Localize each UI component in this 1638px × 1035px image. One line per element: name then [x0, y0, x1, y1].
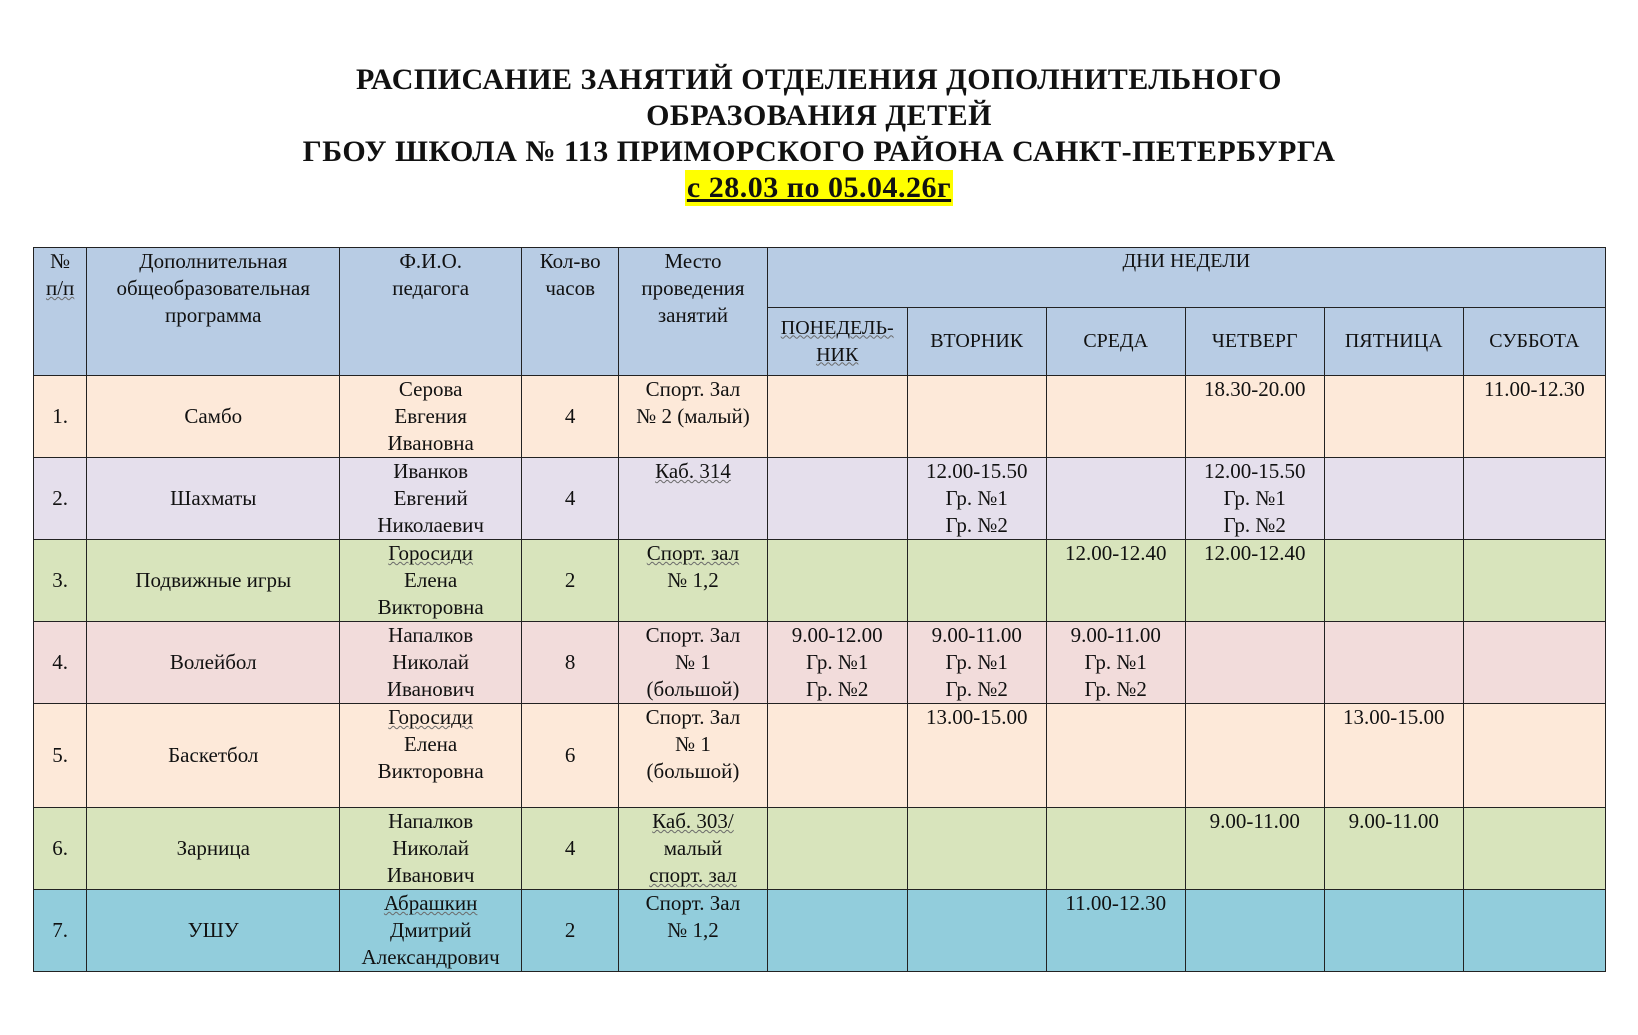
- day-cell-tuesday: [907, 704, 1046, 808]
- row-number: 3.: [34, 540, 87, 622]
- day-cell-saturday: [1463, 704, 1605, 808]
- cell-line: Напалков: [388, 809, 474, 833]
- day-cell-tuesday: [907, 890, 1046, 972]
- cell-line: Каб. 314: [655, 459, 731, 483]
- cell-line: 9.00-11.00: [931, 623, 1022, 647]
- day-cell-tuesday: [907, 458, 1046, 540]
- cell-line: Иванович: [386, 677, 475, 701]
- table-row: [34, 540, 1606, 622]
- program-name: УШУ: [87, 890, 340, 972]
- table-row: [34, 622, 1606, 704]
- cell-line: 18.30-20.00: [1203, 377, 1306, 401]
- day-cell-saturday: [1463, 622, 1605, 704]
- col-header-num: № п/п: [34, 248, 87, 376]
- cell-line: Евгений: [393, 486, 468, 510]
- table-row: [34, 458, 1606, 540]
- day-cell-monday: [767, 890, 907, 972]
- cell-line: Александрович: [361, 945, 500, 969]
- place-cell: [619, 376, 767, 458]
- day-cell-monday: [767, 622, 907, 704]
- day-cell-saturday: [1463, 540, 1605, 622]
- program-name: Баскетбол: [87, 704, 340, 808]
- cell-line: Серова: [398, 377, 463, 401]
- day-cell-friday: [1324, 376, 1463, 458]
- schedule-table: [33, 247, 1606, 972]
- cell-line: Викторовна: [377, 595, 484, 619]
- cell-line: 11.00-12.30: [1484, 377, 1585, 401]
- day-cell-friday: [1324, 540, 1463, 622]
- day-cell-friday: [1324, 458, 1463, 540]
- day-cell-thursday: [1185, 540, 1324, 622]
- day-cell-wednesday: [1046, 704, 1185, 808]
- cell-line: Гр. №1: [945, 486, 1008, 510]
- cell-line: 13.00-15.00: [925, 705, 1028, 729]
- col-header-friday: ПЯТНИЦА: [1324, 308, 1463, 376]
- hours-count: 4: [522, 458, 619, 540]
- cell-line: 12.00-15.50: [925, 459, 1028, 483]
- day-cell-monday: [767, 704, 907, 808]
- teacher-name: [340, 540, 522, 622]
- cell-line: Евгения: [394, 404, 467, 428]
- cell-line: Гр. №2: [945, 677, 1008, 701]
- hours-count: 8: [522, 622, 619, 704]
- cell-line: № 1,2: [667, 918, 719, 942]
- cell-line: Горосиди: [388, 705, 474, 729]
- place-cell: [619, 458, 767, 540]
- day-cell-thursday: [1185, 376, 1324, 458]
- program-name: Самбо: [87, 376, 340, 458]
- cell-line: Спорт. Зал: [645, 623, 741, 647]
- cell-line: Спорт. Зал: [645, 377, 741, 401]
- day-cell-saturday: [1463, 376, 1605, 458]
- title-line-1: РАСПИСАНИЕ ЗАНЯТИЙ ОТДЕЛЕНИЯ ДОПОЛНИТЕЛЬНОГО: [356, 63, 1282, 96]
- document-header: [0, 62, 1638, 206]
- day-cell-friday: [1324, 622, 1463, 704]
- day-cell-wednesday: [1046, 890, 1185, 972]
- program-name: Зарница: [87, 808, 340, 890]
- row-number: 1.: [34, 376, 87, 458]
- cell-line: 12.00-12.40: [1203, 541, 1306, 565]
- table-row: [34, 890, 1606, 972]
- title-line-3: ГБОУ ШКОЛА № 113 ПРИМОРСКОГО РАЙОНА САНКТ-ПЕТЕРБУРГА: [302, 135, 1336, 168]
- row-number: 4.: [34, 622, 87, 704]
- place-cell: [619, 808, 767, 890]
- day-cell-monday: [767, 458, 907, 540]
- col-header-hours: Кол-во часов: [522, 248, 619, 376]
- col-header-tuesday: ВТОРНИК: [907, 308, 1046, 376]
- day-cell-thursday: [1185, 890, 1324, 972]
- cell-line: Николай: [392, 650, 470, 674]
- cell-line: Гр. №2: [806, 677, 869, 701]
- day-cell-tuesday: [907, 540, 1046, 622]
- teacher-name: [340, 890, 522, 972]
- day-cell-wednesday: [1046, 540, 1185, 622]
- day-cell-tuesday: [907, 808, 1046, 890]
- table-row: [34, 376, 1606, 458]
- cell-line: Иванков: [393, 459, 469, 483]
- cell-line: Гр. №2: [945, 513, 1008, 537]
- day-cell-saturday: [1463, 808, 1605, 890]
- hours-count: 4: [522, 808, 619, 890]
- cell-line: Спорт. Зал: [645, 891, 741, 915]
- col-header-place: Место проведения занятий: [619, 248, 767, 376]
- program-name: Волейбол: [87, 622, 340, 704]
- teacher-name: [340, 376, 522, 458]
- day-cell-thursday: [1185, 458, 1324, 540]
- day-cell-wednesday: [1046, 376, 1185, 458]
- cell-line: Спорт. Зал: [645, 705, 741, 729]
- day-cell-monday: [767, 540, 907, 622]
- cell-line: Николай: [392, 836, 470, 860]
- day-cell-monday: [767, 808, 907, 890]
- cell-line: № 2 (малый): [636, 404, 750, 428]
- cell-line: Ивановна: [387, 431, 474, 455]
- day-cell-tuesday: [907, 622, 1046, 704]
- day-cell-friday: [1324, 704, 1463, 808]
- cell-line: 13.00-15.00: [1342, 705, 1445, 729]
- day-cell-thursday: [1185, 808, 1324, 890]
- cell-line: 9.00-11.00: [1348, 809, 1439, 833]
- col-header-thursday: ЧЕТВЕРГ: [1185, 308, 1324, 376]
- place-cell: [619, 622, 767, 704]
- day-cell-saturday: [1463, 458, 1605, 540]
- col-header-teacher: Ф.И.О. педагога: [340, 248, 522, 376]
- cell-line: 9.00-11.00: [1209, 809, 1300, 833]
- table-row: [34, 808, 1606, 890]
- place-cell: [619, 704, 767, 808]
- col-header-saturday: СУББОТА: [1463, 308, 1605, 376]
- cell-line: Спорт. зал: [646, 541, 740, 565]
- row-number: 6.: [34, 808, 87, 890]
- cell-line: малый: [663, 836, 723, 860]
- hours-count: 4: [522, 376, 619, 458]
- cell-line: Абрашкин: [383, 891, 478, 915]
- teacher-name: [340, 622, 522, 704]
- hours-count: 6: [522, 704, 619, 808]
- cell-line: № 1: [675, 650, 711, 674]
- hours-count: 2: [522, 540, 619, 622]
- day-cell-monday: [767, 376, 907, 458]
- day-cell-tuesday: [907, 376, 1046, 458]
- day-cell-wednesday: [1046, 458, 1185, 540]
- program-name: Подвижные игры: [87, 540, 340, 622]
- cell-line: Иванович: [386, 863, 475, 887]
- cell-line: Напалков: [388, 623, 474, 647]
- cell-line: Гр. №1: [1084, 650, 1147, 674]
- row-number: 2.: [34, 458, 87, 540]
- cell-line: Гр. №1: [1223, 486, 1286, 510]
- place-cell: [619, 540, 767, 622]
- day-cell-friday: [1324, 890, 1463, 972]
- table-row: [34, 704, 1606, 808]
- program-name: Шахматы: [87, 458, 340, 540]
- day-cell-wednesday: [1046, 622, 1185, 704]
- col-header-wednesday: СРЕДА: [1046, 308, 1185, 376]
- cell-line: Горосиди: [388, 541, 474, 565]
- cell-line: № 1: [675, 732, 711, 756]
- col-header-monday: ПОНЕДЕЛЬ- НИК: [767, 308, 907, 376]
- cell-line: 9.00-12.00: [791, 623, 883, 647]
- cell-line: Викторовна: [377, 759, 484, 783]
- cell-line: Елена: [404, 568, 458, 592]
- cell-line: Гр. №2: [1223, 513, 1286, 537]
- date-range: с 28.03 по 05.04.26г: [686, 171, 952, 204]
- cell-line: Николаевич: [377, 513, 484, 537]
- cell-line: Дмитрий: [390, 918, 472, 942]
- cell-line: № 1,2: [667, 568, 719, 592]
- day-cell-wednesday: [1046, 808, 1185, 890]
- row-number: 7.: [34, 890, 87, 972]
- hours-count: 2: [522, 890, 619, 972]
- teacher-name: [340, 458, 522, 540]
- cell-line: Гр. №1: [945, 650, 1008, 674]
- teacher-name: [340, 808, 522, 890]
- place-cell: [619, 890, 767, 972]
- cell-line: (большой): [646, 759, 740, 783]
- title-line-2: ОБРАЗОВАНИЯ ДЕТЕЙ: [646, 99, 992, 132]
- cell-line: Гр. №2: [1084, 677, 1147, 701]
- day-cell-thursday: [1185, 622, 1324, 704]
- col-header-days-group: ДНИ НЕДЕЛИ: [767, 248, 1605, 308]
- cell-line: Гр. №1: [806, 650, 869, 674]
- cell-line: спорт. зал: [649, 863, 737, 887]
- col-header-program: Дополнительная общеобразовательная программа: [87, 248, 340, 376]
- day-cell-saturday: [1463, 890, 1605, 972]
- cell-line: 11.00-12.30: [1065, 891, 1167, 915]
- day-cell-friday: [1324, 808, 1463, 890]
- cell-line: 12.00-15.50: [1203, 459, 1306, 483]
- cell-line: (большой): [646, 677, 740, 701]
- teacher-name: [340, 704, 522, 808]
- cell-line: 12.00-12.40: [1064, 541, 1167, 565]
- cell-line: Каб. 303/: [652, 809, 734, 833]
- cell-line: 9.00-11.00: [1070, 623, 1161, 647]
- row-number: 5.: [34, 704, 87, 808]
- cell-line: Елена: [404, 732, 458, 756]
- day-cell-thursday: [1185, 704, 1324, 808]
